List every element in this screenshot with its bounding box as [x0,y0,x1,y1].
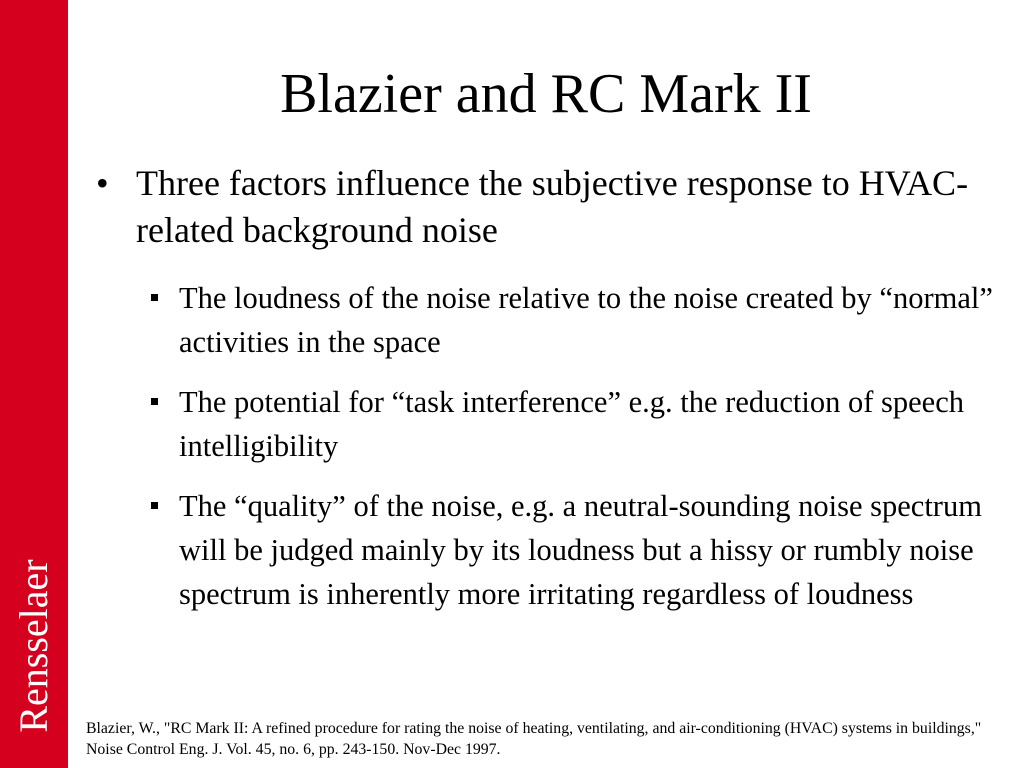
sub-bullet-text: The loudness of the noise relative to the noise created by “normal” activities in the space [179,281,993,359]
sub-bullet-item [148,484,998,616]
sub-bullet-item [148,380,998,468]
bullet-dot-icon: • [96,163,109,203]
square-bullet-icon [151,398,158,405]
sub-bullet-text: The potential for “task interference” e.g. the reduction of speech intelligibility [179,385,965,463]
citation-footnote: Blazier, W., "RC Mark II: A refined procedure for rating the noise of heating, ventilating, and air-conditioning (HVAC) systems in buildings," Noise Control Eng. J. Vol. 45, no. 6, pp. 243-150. Nov-Dec 1997. [86,720,982,758]
sub-bullet-item [148,276,998,364]
sub-bullet-text: The “quality” of the noise, e.g. a neutral-sounding noise spectrum will be judged mainly by its loudness but a hissy or rumbly noise spectrum is inherently more irritating regardless of loudness [179,489,982,611]
main-bullet-text: Three factors influence the subjective response to HVAC-related background noise [136,163,969,250]
slide-title: Blazier and RC Mark II [280,63,812,125]
sub-bullet-list [148,276,998,632]
brand-sidebar [0,0,68,768]
main-bullet [96,160,1006,254]
square-bullet-icon [151,502,158,509]
square-bullet-icon [151,294,158,301]
brand-wordmark: Rensselaer [11,559,56,733]
